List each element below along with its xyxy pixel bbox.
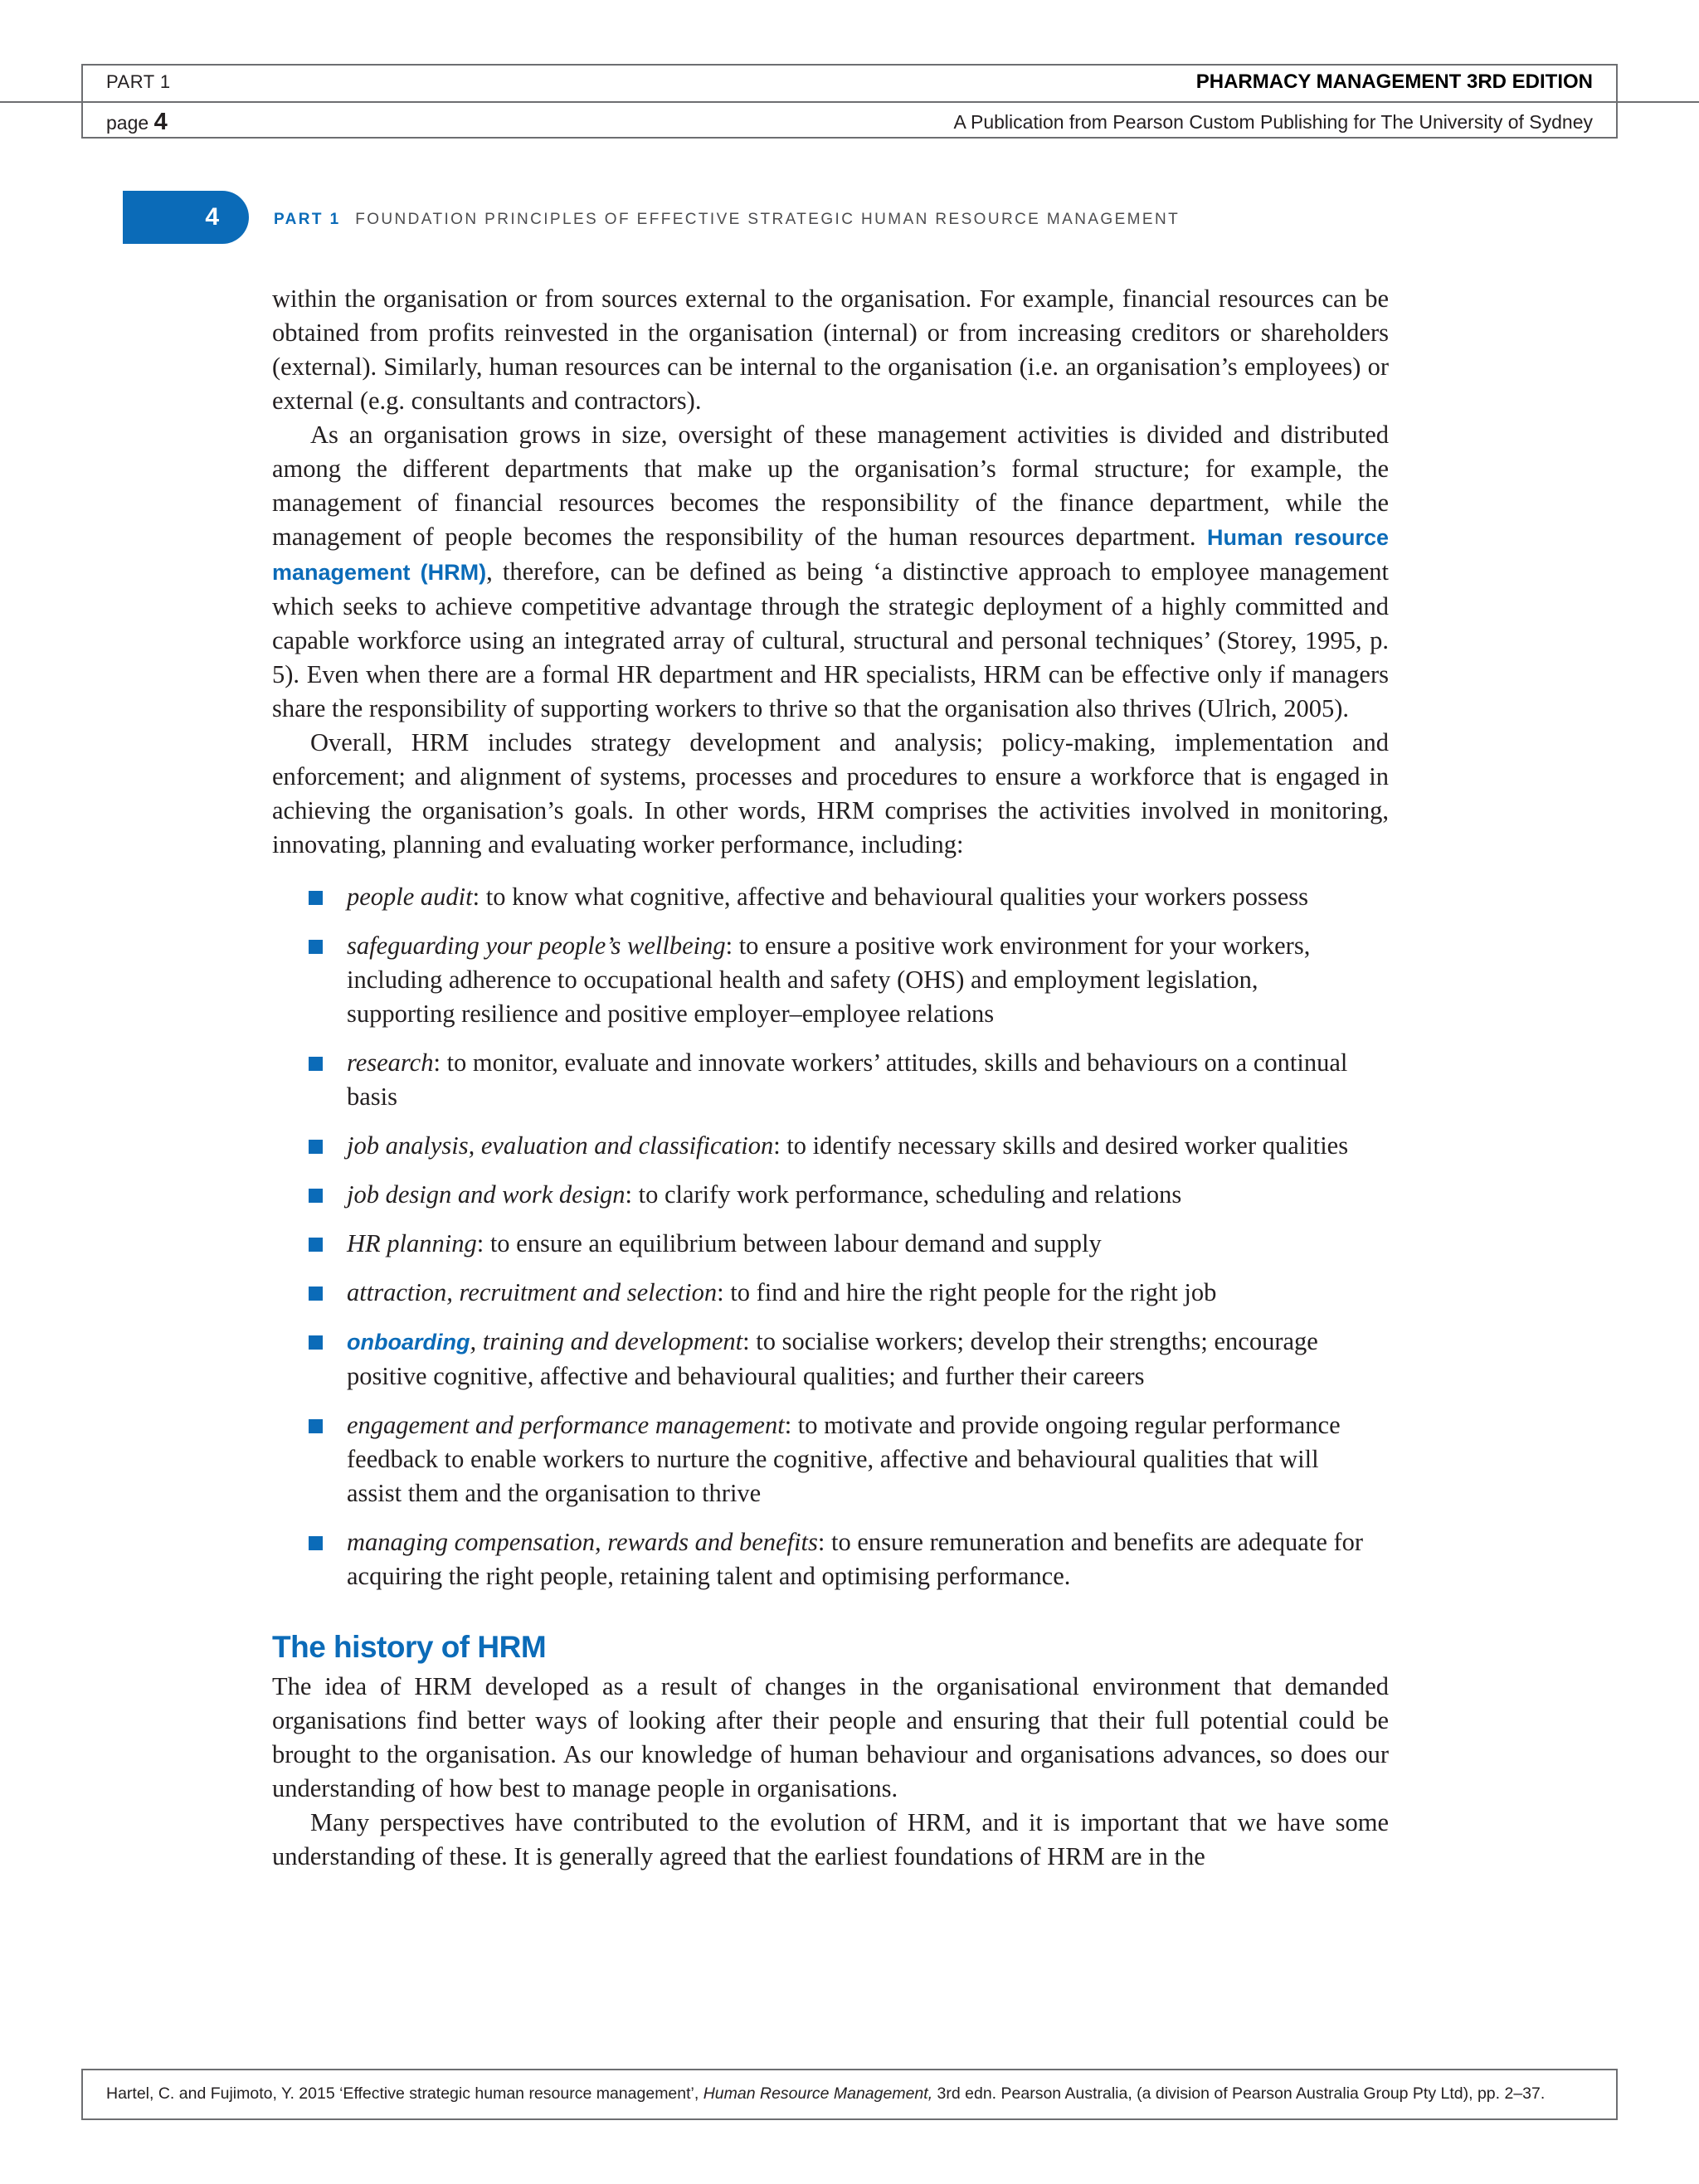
header-part-label: PART 1 [106,71,171,92]
key-term-hrm: Human resource management (HRM) [272,525,1389,585]
list-item [272,1046,1389,1114]
footer-citation [106,2084,1545,2104]
list-item-term: safeguarding your people’s wellbeing [347,931,726,960]
list-item [272,1276,1389,1310]
header-book-title: PHARMACY MANAGEMENT 3RD EDITION [1195,71,1593,93]
list-item-term: , training and development [470,1327,743,1355]
list-item-text: : to find and hire the right people for the right job [717,1278,1217,1306]
bullet-square-icon [309,1140,323,1154]
bullet-square-icon [309,1536,323,1550]
list-item-term: engagement and performance management [347,1411,785,1439]
paragraph-3: Overall, HRM includes strategy development and analysis; policy-making, implementation and enforcement; and alignment of systems, processes and procedures to ensure a workforce that is engaged in achieving the organisation’s goals. In other words, HRM comprises the activities involved in monitoring, innovating, planning and evaluating worker performance, including: [272,728,1389,859]
bullet-square-icon [309,1238,323,1252]
list-item-text: : to ensure an equilibrium between labour demand and supply [476,1229,1102,1257]
list-item [272,1525,1389,1593]
bullet-square-icon [309,891,323,905]
bullet-square-icon [309,1335,323,1350]
bullet-square-icon [309,1287,323,1301]
list-item-text: : to ensure a positive work environment for your workers, including adherence to occupational health and safety (OHS) and employment legislation, supporting resilience and positive employer–employee relations [347,931,1311,1028]
bullet-square-icon [309,1057,323,1071]
header-publication: A Publication from Pearson Custom Publishing for The University of Sydney [953,111,1593,133]
list-item-term: managing compensation, rewards and benefits [347,1528,818,1556]
bullet-square-icon [309,1189,323,1203]
list-item-text: : to clarify work performance, scheduling and relations [625,1180,1182,1209]
header-page-number: 4 [153,109,168,135]
list-item-term: HR planning [347,1229,477,1257]
list-item [272,880,1389,914]
section-heading: The history of HRM [272,1630,547,1664]
paragraph-2-text-a: As an organisation grows in size, oversight of these management activities is divided and distributed among the different departments that make up the organisation’s formal structure; for example, the management of financial resources becomes the responsibility of the finance department, while the management of people becomes the responsibility of the human resources department. [272,421,1389,551]
list-item-text: : to socialise workers; develop their strengths; encourage positive cognitive, affective and behavioural qualities; and further their careers [347,1327,1318,1390]
list-item [272,1129,1389,1163]
list-item [272,929,1389,1031]
list-item [272,1178,1389,1212]
bullet-square-icon [309,940,323,954]
page-content [272,282,1389,1874]
list-item-text: : to ensure remuneration and benefits are adequate for acquiring the right people, retaining talent and optimising performance. [347,1528,1364,1590]
running-head [274,211,1180,229]
list-item [272,1227,1389,1261]
section-paragraph-2: Many perspectives have contributed to the evolution of HRM, and it is important that we have some understanding of these. It is generally agreed that the earliest foundations of HRM are in the [272,1808,1389,1870]
page-number-tab: 4 [123,191,249,244]
header-page [106,109,168,136]
list-item-term: job analysis, evaluation and classification [347,1131,774,1160]
paragraph-2 [272,418,1389,726]
header-rule [0,101,1699,103]
list-item-text: : to know what cognitive, affective and behavioural qualities your workers possess [472,883,1309,911]
list-item-text: : to monitor, evaluate and innovate workers’ attitudes, skills and behaviours on a continual basis [347,1048,1348,1111]
list-item-term: research [347,1048,434,1077]
footer-citation-details: 3rd edn. Pearson Australia, (a division of Pearson Australia Group Pty Ltd), pp. 2–37. [932,2084,1546,2103]
paragraph-1: within the organisation or from sources external to the organisation. For example, financial resources can be obtained from profits reinvested in the organisation (internal) or from increasing creditors or shareholders (external). Similarly, human resources can be internal to the organisation (i.e. an organisation’s employees) or external (e.g. consultants and contractors). [272,285,1389,415]
bullet-square-icon [309,1419,323,1433]
running-head-chapter-title: FOUNDATION PRINCIPLES OF EFFECTIVE STRATEGIC HUMAN RESOURCE MANAGEMENT [355,211,1181,228]
list-item-term: job design and work design [347,1180,626,1209]
key-term-onboarding: onboarding [347,1330,470,1355]
list-item-term: people audit [347,883,473,911]
header-page-label: page [106,112,149,134]
list-item-text: : to identify necessary skills and desired worker qualities [773,1131,1349,1160]
list-item [272,1408,1389,1510]
list-item [272,1325,1389,1394]
footer-citation-title: Human Resource Management, [703,2084,933,2103]
running-head-part: PART 1 [274,211,341,228]
section-paragraph-1: The idea of HRM developed as a result of changes in the organisational environment that demanded organisations find better ways of looking after their people and ensuring that their full potential could be brought to the organisation. As our knowledge of human behaviour and organisations advances, so does our understanding of how best to manage people in organisations. [272,1672,1389,1802]
paragraph-2-text-b: , therefore, can be defined as being ‘a distinctive approach to employee management which seeks to achieve competitive advantage through the strategic deployment of a highly committed and capable workforce using an integrated array of cultural, structural and personal techniques’ (Storey, 1995, p. 5). Even when there are a formal HR department and HR specialists, HRM can be effective only if managers share the responsibility of supporting workers to thrive so that the organisation also thrives (Ulrich, 2005). [272,557,1389,722]
list-item-term: attraction, recruitment and selection [347,1278,718,1306]
hrm-activities-list [272,880,1389,1593]
list-item-text: : to motivate and provide ongoing regular performance feedback to enable workers to nurture the cognitive, affective and behavioural qualities that will assist them and the organisation to thrive [347,1411,1341,1507]
footer-citation-authors: Hartel, C. and Fujimoto, Y. 2015 ‘Effective strategic human resource management’, [106,2084,703,2103]
